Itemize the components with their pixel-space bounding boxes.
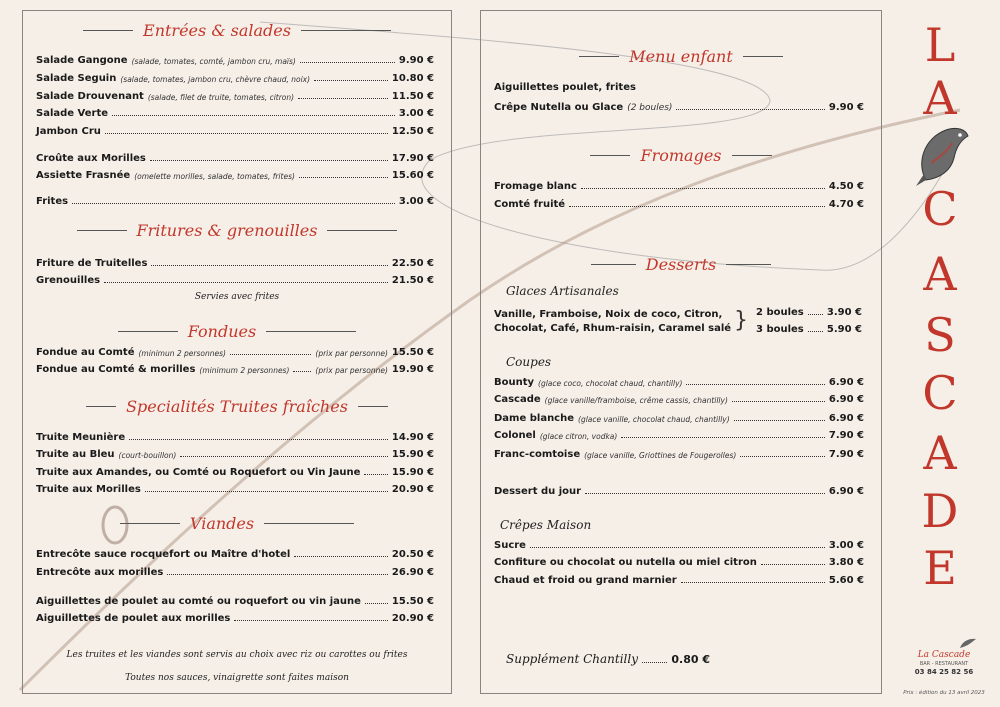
- menu-item: Bounty (glace coco, chocolat chaud, chantilly) 6.90 €: [494, 377, 864, 388]
- menu-enfant-item: Crêpe Nutella ou Glace (2 boules) 9.90 €: [494, 102, 864, 113]
- menu-item: Entrecôte aux morilles 26.90 €: [36, 567, 434, 578]
- glaces-flavors-1: Vanille, Framboise, Noix de coco, Citron,: [494, 309, 723, 320]
- fritures-note: Servies avec frites: [194, 292, 280, 302]
- brand-letter: A: [923, 247, 957, 301]
- brand-letter: E: [923, 541, 957, 595]
- footer-prices-note: Prix : édition du 13 avril 2023: [903, 690, 985, 696]
- dessert-du-jour: Dessert du jour 6.90 €: [494, 486, 864, 497]
- brand-letter: L: [924, 18, 956, 72]
- menu-enfant-line: Aiguillettes poulet, frites: [494, 82, 636, 93]
- brand-letter: S: [924, 308, 956, 362]
- menu-item: Fromage blanc 4.50 €: [494, 181, 864, 192]
- fromages-title: Fromages: [480, 145, 882, 165]
- glaces-2-boules: 2 boules 3.90 €: [756, 307, 862, 318]
- brand-letter: D: [921, 484, 959, 538]
- glaces-3-boules: 3 boules 5.90 €: [756, 324, 862, 335]
- menu-item: Truite aux Amandes, ou Comté ou Roquefort ou Vin Jaune 15.90 €: [36, 467, 434, 478]
- menu-enfant-title: Menu enfant: [480, 46, 882, 66]
- brand-letter: C: [922, 366, 958, 420]
- menu-item: Aiguillettes de poulet au comté ou roquefort ou vin jaune 15.50 €: [36, 596, 434, 607]
- menu-item: Salade Gangone (salade, tomates, comté, jambon cru, maïs) 9.90 €: [36, 55, 434, 66]
- glaces-flavors-2: Chocolat, Café, Rhum-raisin, Caramel salé: [494, 323, 732, 334]
- menu-item: Sucre 3.00 €: [494, 540, 864, 551]
- menu-item: Croûte aux Morilles 17.90 €: [36, 153, 434, 164]
- menu-item: Confiture ou chocolat ou nutella ou miel citron 3.80 €: [494, 557, 864, 568]
- menu-item: Salade Drouvenant (salade, filet de truite, tomates, citron) 11.50 €: [36, 91, 434, 102]
- menu-item: Fondue au Comté (minimun 2 personnes) (prix par personne) 15.50 €: [36, 347, 434, 358]
- menu-item: Friture de Truitelles 22.50 €: [36, 258, 434, 269]
- trout-logo-icon: [906, 118, 976, 188]
- desserts-title: Desserts: [480, 254, 882, 274]
- menu-item: Truite Meunière 14.90 €: [36, 432, 434, 443]
- menu-item: Dame blanche (glace vanille, chocolat chaud, chantilly) 6.90 €: [494, 413, 864, 424]
- menu-item: Salade Verte 3.00 €: [36, 108, 434, 119]
- menu-item: Chaud et froid ou grand marnier 5.60 €: [494, 575, 864, 586]
- menu-item: Comté fruité 4.70 €: [494, 199, 864, 210]
- glaces-brace: }: [734, 308, 748, 333]
- menu-item: Truite aux Morilles 20.90 €: [36, 484, 434, 495]
- menu-item: Aiguillettes de poulet aux morilles 20.90 €: [36, 613, 434, 624]
- menu-item: Assiette Frasnée (omelette morilles, salade, tomates, frites) 15.60 €: [36, 170, 434, 181]
- viandes-title: Viandes: [22, 513, 452, 533]
- footer-logo-icon: [958, 636, 978, 650]
- menu-item: Jambon Cru 12.50 €: [36, 126, 434, 137]
- sauces-note: Toutes nos sauces, vinaigrette sont faites maison: [125, 673, 349, 683]
- glaces-title: Glaces Artisanales: [506, 284, 619, 298]
- brand-letter: A: [923, 71, 957, 125]
- brand-letter: A: [923, 426, 957, 480]
- menu-item: Salade Seguin (salade, tomates, jambon cru, chèvre chaud, noix) 10.80 €: [36, 73, 434, 84]
- crepes-title: Crêpes Maison: [500, 518, 592, 532]
- menu-item: Grenouilles 21.50 €: [36, 275, 434, 286]
- footer-phone: 03 84 25 82 56: [914, 668, 974, 676]
- menu-item: Entrecôte sauce rocquefort ou Maître d'hotel 20.50 €: [36, 549, 434, 560]
- truites-title: Specialités Truites fraîches: [22, 396, 452, 416]
- menu-item: Franc-comtoise (glace vanille, Griottines de Fougerolles) 7.90 €: [494, 449, 864, 460]
- menu-item: Truite au Bleu (court-bouillon) 15.90 €: [36, 449, 434, 460]
- entrees-title: Entrées & salades: [22, 20, 452, 40]
- brand-letter: C: [922, 182, 958, 236]
- footer-logo-name: La Cascade: [917, 650, 971, 660]
- menu-item: Colonel (glace citron, vodka) 7.90 €: [494, 430, 864, 441]
- coupes-title: Coupes: [506, 355, 552, 369]
- menu-item: Frites 3.00 €: [36, 196, 434, 207]
- supplement-chantilly: Supplément Chantilly 0.80 €: [506, 652, 710, 666]
- menu-item: Fondue au Comté & morilles (minimum 2 personnes) (prix par personne) 19.90 €: [36, 364, 434, 375]
- sides-note: Les truites et les viandes sont servis au choix avec riz ou carottes ou frites: [66, 650, 408, 660]
- fondues-title: Fondues: [22, 321, 452, 341]
- footer-logo-sub: BAR - RESTAURANT: [919, 661, 969, 667]
- menu-item: Cascade (glace vanille/framboise, crême cassis, chantilly) 6.90 €: [494, 394, 864, 405]
- fritures-title: Fritures & grenouilles: [22, 220, 452, 240]
